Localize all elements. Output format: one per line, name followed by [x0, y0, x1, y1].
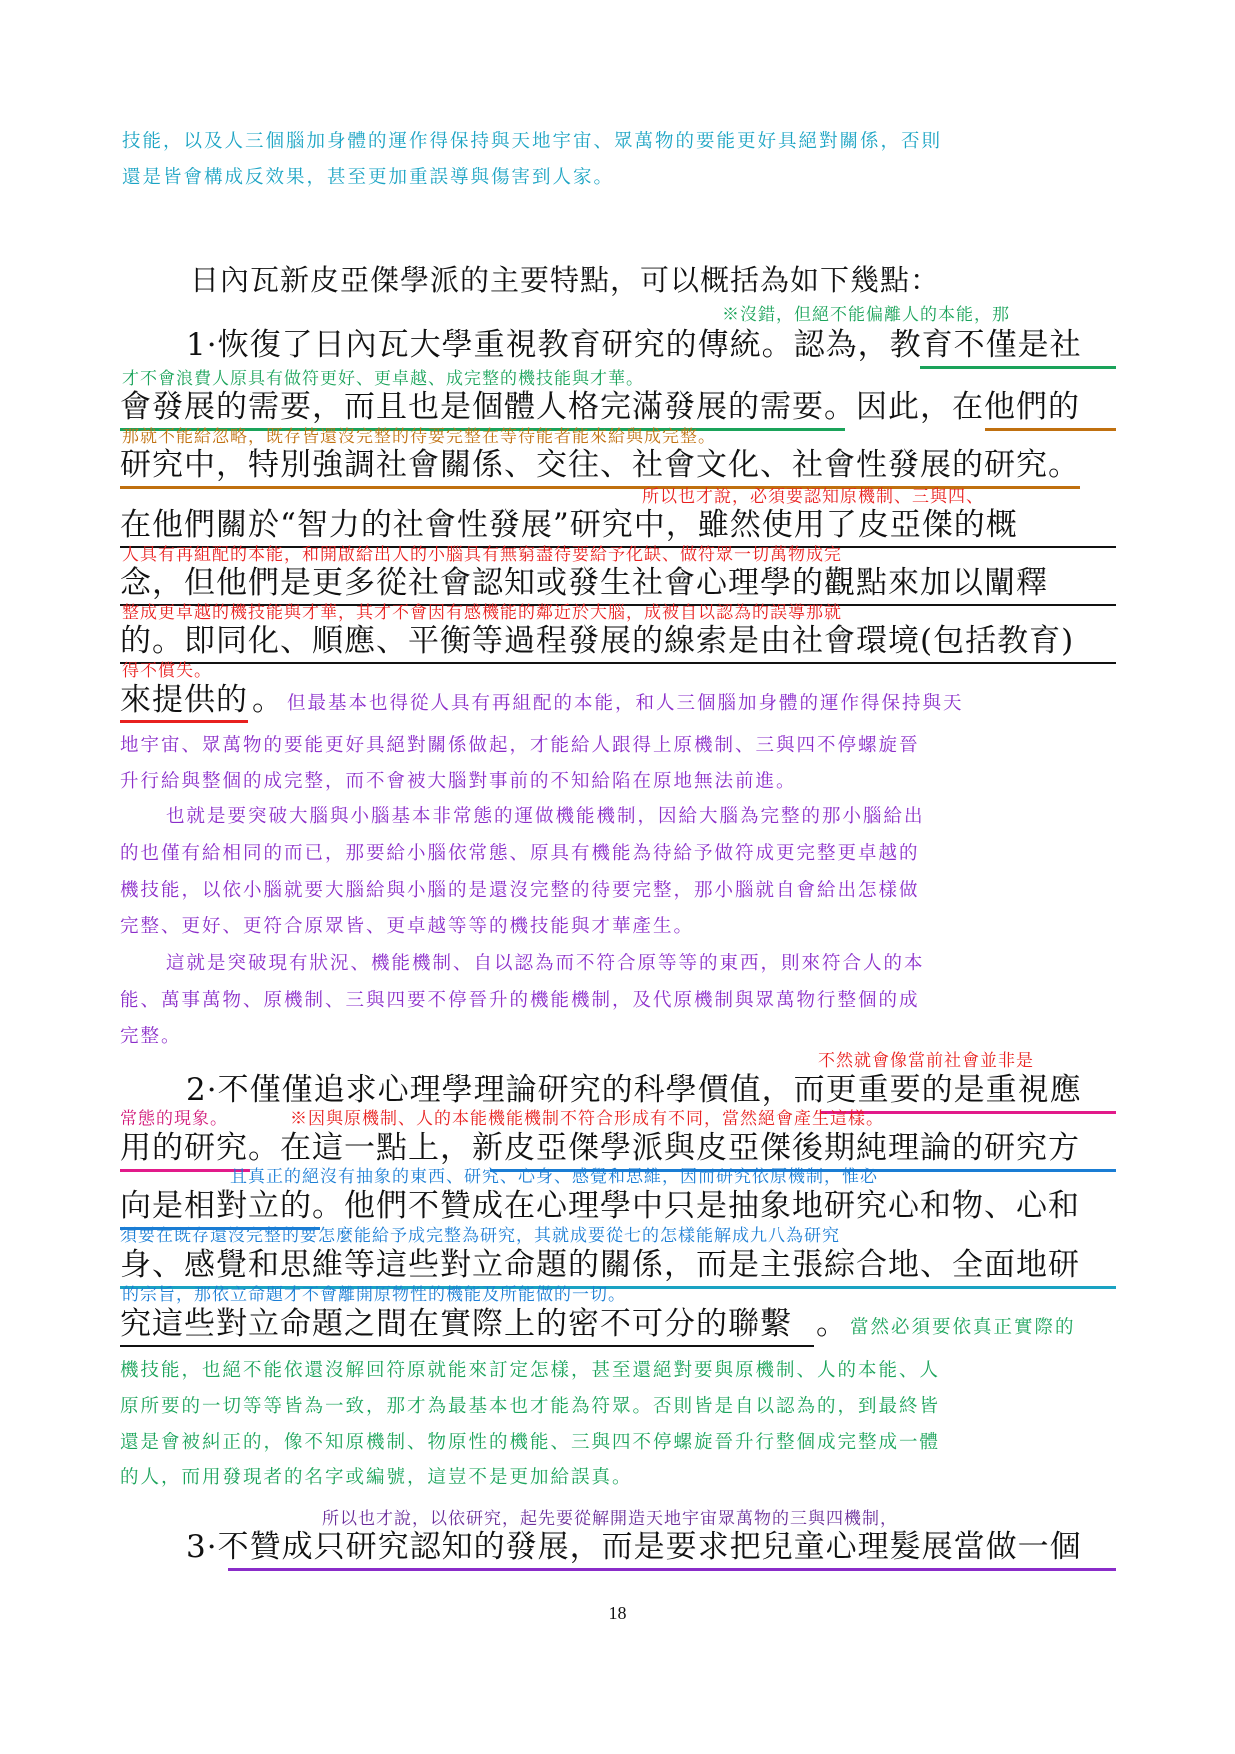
underline-black-3: [120, 662, 1116, 664]
section-heading: 日內瓦新皮亞傑學派的主要特點，可以概括為如下幾點：: [190, 263, 941, 297]
point1-comment2-line-2: 的也僅有給相同的而已，那要給小腦依常態、原具有機能為待給予做符成更完整更卓越的: [120, 843, 920, 864]
point2-comment-line-1: 機技能，也絕不能依還沒解回符原就能來訂定怎樣，甚至還絕對要與原機制、人的本能、人: [120, 1360, 941, 1381]
underline-purple-1: [228, 1568, 1116, 1571]
point1-line-4: 在他們關於“智力的社會性發展”研究中，雖然使用了皮亞傑的概: [120, 507, 1018, 543]
point1-comment2-line-3: 機技能，以依小腦就要大腦給與小腦的是還沒完整的待要完整，那小腦就自會給出怎樣做: [120, 880, 920, 901]
point1-line-3: 研究中，特別強調社會關係、交往、社會文化、社會性發展的研究。: [120, 447, 1080, 483]
point1-comment3-line-3: 完整。: [120, 1026, 182, 1047]
point1-note-b: 才不會浪費人原具有做符更好、更卓越、成完整的機技能與才華。: [122, 369, 644, 389]
underline-orange-1: [985, 428, 1116, 431]
point1-line-7: 來提供的: [120, 682, 248, 718]
point1-comment1-line-3: 升行給與整個的成完整，而不會被大腦對事前的不知給陷在原地無法前進。: [120, 771, 797, 792]
underline-black-4: [120, 1345, 814, 1347]
point2-note-b1: 常態的現象。: [120, 1109, 228, 1129]
point2-line-2: 用的研究。在這一點上，新皮亞傑學派與皮亞傑後期純理論的研究方: [120, 1130, 1080, 1166]
point1-comment1-line-1: 但最基本也得從人具有再組配的本能，和人三個腦加身體的運作得保持與天: [287, 693, 964, 714]
point1-line-7-tail: 。: [252, 682, 284, 718]
point1-comment2-line-1: 也就是要突破大腦與小腦基本非常態的運做機能機制，因給大腦為完整的那小腦給出: [166, 806, 925, 827]
point2-note-e: 的宗旨，那依立命題才不會離開原物性的機能及所能做的一切。: [122, 1285, 626, 1305]
point1-note-f: 整成更卓越的機技能與才華，其才不會因有感機能的鄰近於大腦，成被自以認為的誤導那就: [122, 603, 842, 623]
underline-green-1: [920, 366, 1116, 369]
point1-comment3-line-1: 這就是突破現有狀況、機能機制、自以認為而不符合原等等的東西，則來符合人的本: [166, 953, 925, 974]
top-note-line-2: 還是皆會構成反效果，甚至更加重誤導與傷害到人家。: [122, 167, 615, 188]
point2-note-a: 不然就會像當前社會並非是: [818, 1051, 1034, 1071]
point2-note-d: 須要在既存還沒完整的要怎麼能給予成完整為研究，其就成要從七的怎樣能解成九八為研究: [120, 1226, 840, 1246]
point1-comment1-line-2: 地宇宙、眾萬物的要能更好具絕對關係做起，才能給人跟得上原機制、三與四不停螺旋晉: [120, 735, 920, 756]
point1-line-2: 會發展的需要，而且也是個體人格完滿發展的需要。因此，在他們的: [120, 389, 1080, 425]
point2-line-5-tail: 。: [816, 1306, 848, 1342]
point2-note-b2: ※因與原機制、人的本能機能機制不符合形成有不同，當然絕會產生這樣。: [290, 1109, 884, 1129]
point2-line-4: 身、感覺和思維等這些對立命題的關係，而是主張綜合地、全面地研: [120, 1247, 1080, 1283]
point2-note-c: 且真正的絕沒有抽象的東西、研究、心身、感覺和思維，因而研究依原機制，惟必: [230, 1167, 878, 1187]
point2-line-1: 2·不僅僅追求心理學理論研究的科學價值，而更重要的是重視應: [186, 1072, 1082, 1108]
point1-note-a: ※沒錯，但絕不能偏離人的本能，那: [722, 305, 1010, 325]
point2-inline-comment: 當然必須要依真正實際的: [850, 1317, 1076, 1338]
point1-line-1: 1·恢復了日內瓦大學重視教育研究的傳統。認為，教育不僅是社: [186, 327, 1082, 363]
point2-comment-line-4: 的人，而用發現者的名字或編號，這豈不是更加給誤真。: [120, 1467, 633, 1488]
point2-line-3: 向是相對立的。他們不贊成在心理學中只是抽象地研究心和物、心和: [120, 1188, 1080, 1224]
top-note-line-1: 技能，以及人三個腦加身體的運作得保持與天地宇宙、眾萬物的要能更好具絕對關係，否則: [122, 131, 943, 152]
point1-note-g: 得不償失。: [122, 661, 212, 681]
point1-note-d: 所以也才說，必須要認知原機制、三與四、: [642, 487, 984, 507]
point1-line-6: 的。即同化、順應、平衡等過程發展的線索是由社會環境(包括教育): [120, 623, 1075, 659]
point2-comment-line-3: 還是會被糾正的，像不知原機制、物原性的機能、三與四不停螺旋晉升行整個成完整成一體: [120, 1432, 941, 1453]
point2-comment-line-2: 原所要的一切等等皆為一致，那才為最基本也才能為符眾。否則皆是自以認為的，到最終皆: [120, 1396, 941, 1417]
point1-line-5: 念，但他們是更多從社會認知或發生社會心理學的觀點來加以闡釋: [120, 565, 1048, 601]
point3-line-1: 3·不贊成只研究認知的發展，而是要求把兒童心理髮展當做一個: [186, 1529, 1082, 1565]
point1-note-c: 那就不能給忽略，既存皆還沒完整的待要完整在等待能者能來給與成完整。: [122, 427, 716, 447]
underline-red-1: [120, 720, 248, 723]
page-number: 18: [608, 1603, 627, 1623]
point1-comment2-line-4: 完整、更好、更符合原眾皆、更卓越等等的機技能與才華產生。: [120, 916, 695, 937]
point1-comment3-line-2: 能、萬事萬物、原機制、三與四要不停晉升的機能機制，及代原機制與眾萬物行整個的成: [120, 990, 920, 1011]
point2-line-5: 究這些對立命題之間在實際上的密不可分的聯繫: [120, 1306, 792, 1342]
point1-note-e: 人具有再組配的本能，和開啟給出人的小腦具有無窮盡待要給予化缺、做符眾一切萬物成完: [122, 545, 842, 565]
point3-note-a: 所以也才說，以依研究，起先要從解開造天地宇宙眾萬物的三與四機制，: [322, 1509, 898, 1529]
